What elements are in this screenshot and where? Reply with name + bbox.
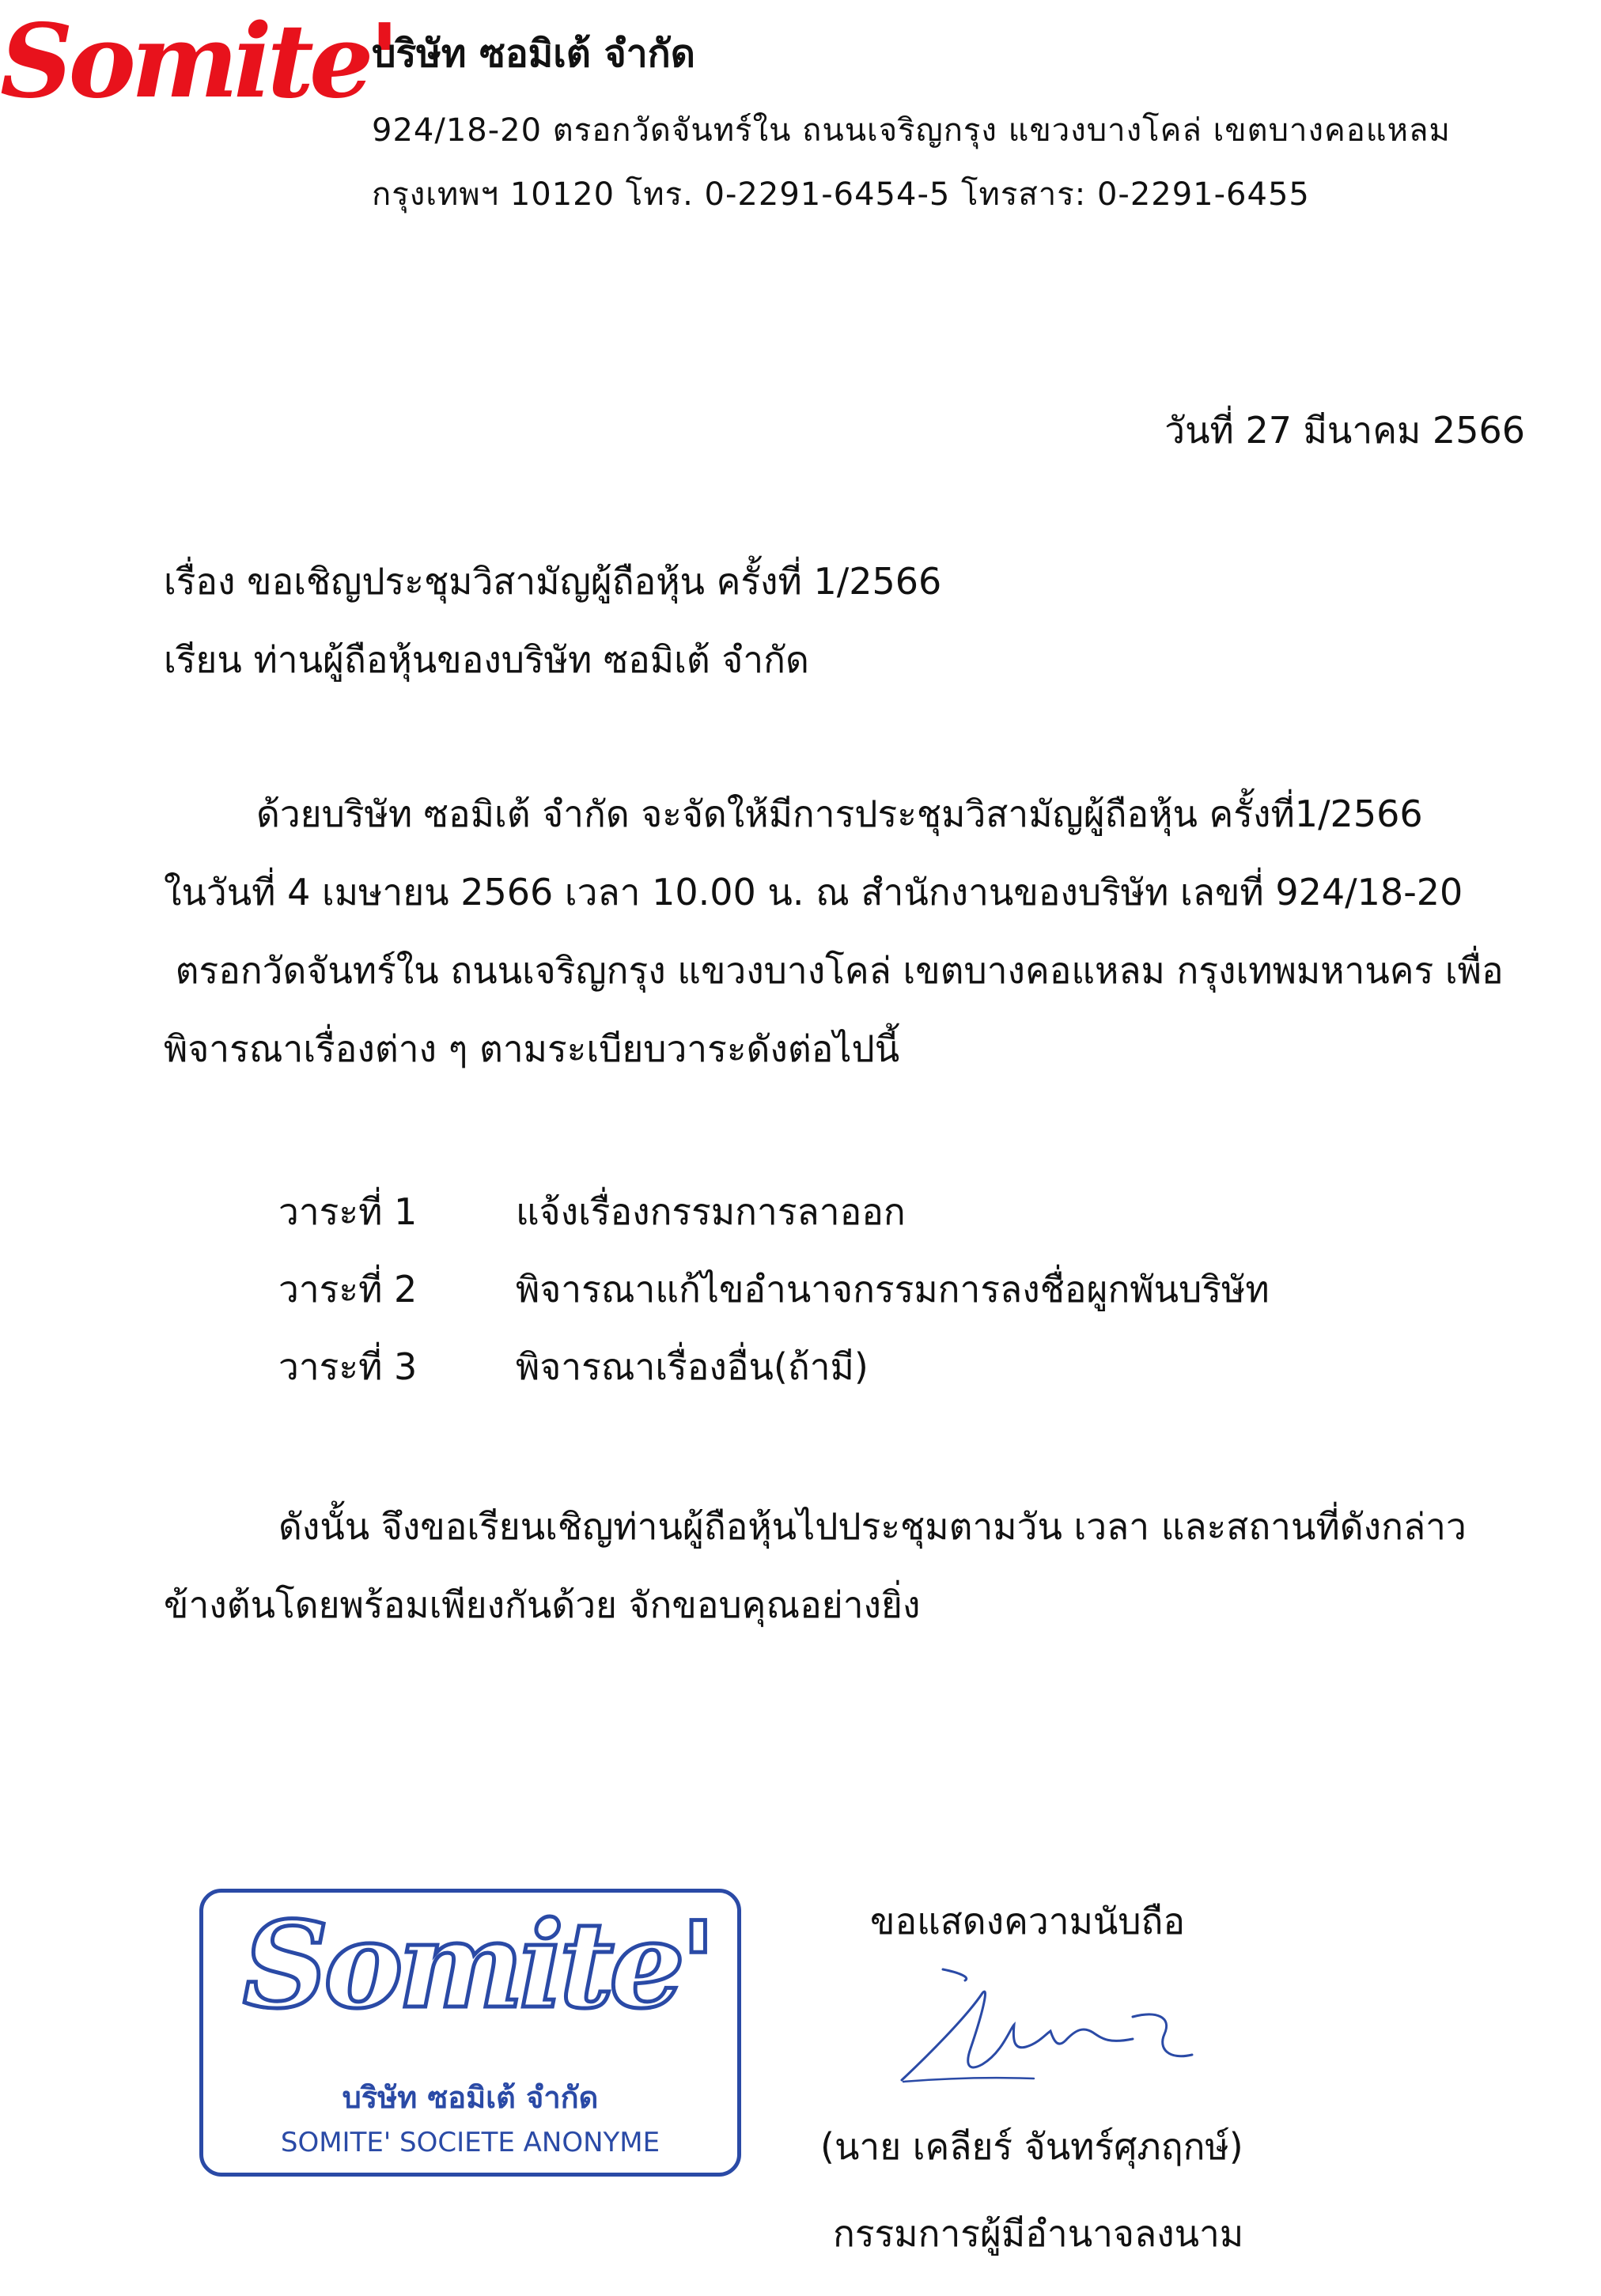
closing-phrase: ขอแสดงความนับถือ [870, 1900, 1186, 1942]
stamp-company-name-th: บริษัท ซอมิเต้ จำกัด [342, 2080, 599, 2115]
agenda-item-text: พิจารณาแก้ไขอำนาจกรรมการลงชื่อผูกพันบริษัท [516, 1268, 1270, 1311]
paragraph-line: ด้วยบริษัท ซอมิเต้ จำกัด จะจัดให้มีการประชุมวิสามัญผู้ถือหุ้น ครั้งที่1/2566 [164, 792, 1423, 835]
company-address-line1: 924/18-20 ตรอกวัดจันทร์ใน ถนนเจริญกรุง แขวงบางโคล่ เขตบางคอแหลม [372, 112, 1451, 149]
agenda-item-label: วาระที่ 3 [278, 1345, 418, 1388]
letter-date: วันที่ 27 มีนาคม 2566 [1164, 409, 1525, 452]
paragraph-line: ในวันที่ 4 เมษายน 2566 เวลา 10.00 น. ณ สำนักงานของบริษัท เลขที่ 924/18-20 [164, 871, 1463, 913]
company-name: บริษัท ซอมิเต้ จำกัด [372, 32, 695, 76]
letter-salutation: เรียน ท่านผู้ถือหุ้นของบริษัท ซอมิเต้ จำกัด [164, 638, 809, 681]
handwritten-signature [895, 1961, 1196, 2096]
closing-paragraph-line: ดังนั้น จึงขอเรียนเชิญท่านผู้ถือหุ้นไปประชุมตามวัน เวลา และสถานที่ดังกล่าว [278, 1505, 1467, 1548]
company-address-line2: กรุงเทพฯ 10120 โทร. 0-2291-6454-5 โทรสาร: 0-2291-6455 [372, 176, 1310, 213]
agenda-item-label: วาระที่ 2 [278, 1268, 418, 1311]
company-stamp [199, 1889, 741, 2177]
agenda-item-label: วาระที่ 1 [278, 1190, 418, 1233]
paragraph-line: ตรอกวัดจันทร์ใน ถนนเจริญกรุง แขวงบางโคล่ เขตบางคอแหลม กรุงเทพมหานคร เพื่อ [164, 949, 1504, 992]
signer-title: กรรมการผู้มีอำนาจลงนาม [833, 2212, 1244, 2255]
letter-subject: เรื่อง ขอเชิญประชุมวิสามัญผู้ถือหุ้น ครั้งที่ 1/2566 [164, 560, 942, 603]
paragraph-line: พิจารณาเรื่องต่าง ๆ ตามระเบียบวาระดังต่อไปนี้ [164, 1027, 900, 1070]
company-logo: Somite' [0, 2, 396, 121]
agenda-item-text: แจ้งเรื่องกรรมการลาออก [516, 1190, 906, 1233]
signer-name: (นาย เคลียร์ จันทร์ศุภฤกษ์) [820, 2125, 1243, 2168]
stamp-company-name-en: SOMITE' SOCIETE ANONYME [280, 2127, 660, 2158]
agenda-item-text: พิจารณาเรื่องอื่น(ถ้ามี) [516, 1345, 869, 1388]
stamp-logo: Somite' [243, 1896, 712, 2035]
closing-paragraph-line: ข้างต้นโดยพร้อมเพียงกันด้วย จักขอบคุณอย่างยิ่ง [164, 1583, 921, 1626]
